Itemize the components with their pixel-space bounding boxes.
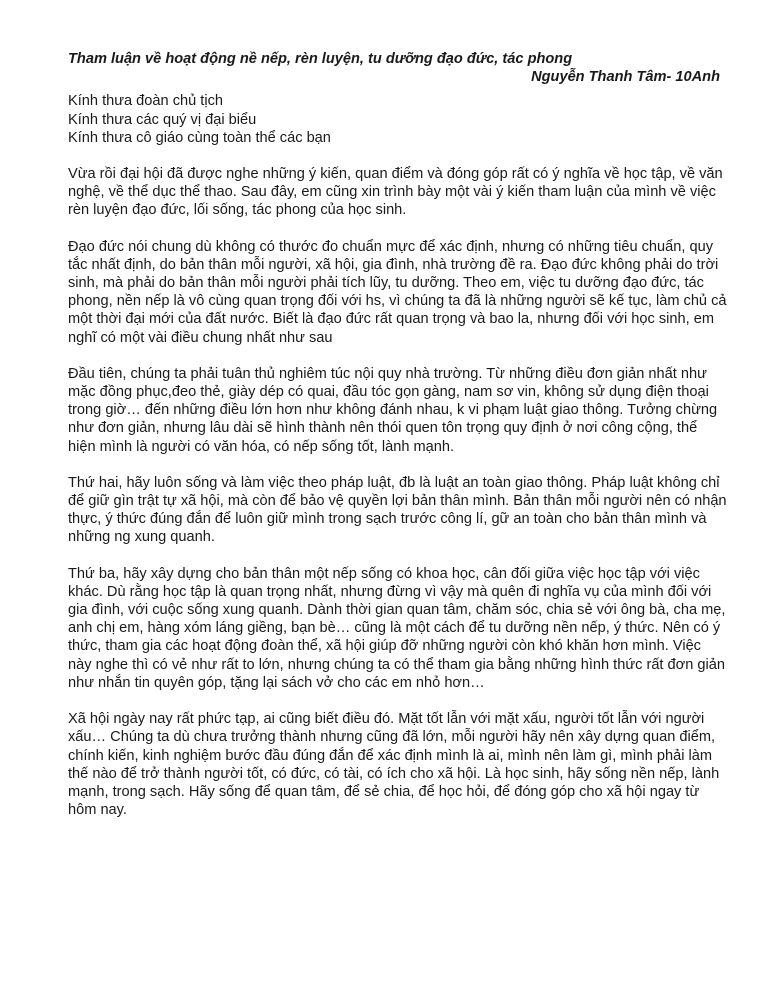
document-body [68,165,728,819]
greeting-line: Kính thưa các quý vị đại biểu [68,111,257,128]
greeting-line: Kính thưa cô giáo cùng toàn thể các bạn [68,129,331,146]
greeting-line: Kính thưa đoàn chủ tịch [68,93,224,110]
paragraph: Đạo đức nói chung dù không có thước đo chuẩn mực để xác định, nhưng có những tiêu chuẩn, quy tắc nhất định, do bản thân mỗi người, xã hội, gia đình, nhà trường đề ra. Đạo đức không phải do trời sinh, mà phải do bản thân mỗi người phải tích lũy, tu dưỡng. Theo em, việc tu dưỡng đạo đức, tác phong, nền nếp là vô cùng quan trọng đối với hs, vì chúng ta đã là những người sẽ kế tục, làm chủ cả một thời đại mới của đất nước. Biết là đạo đức rất quan trọng và bao la, nhưng đối với học sinh, em nghĩ có một vài điều chung nhất như sau [68,238,727,346]
document-author: Nguyễn Thanh Tâm- 10Anh [531,69,720,86]
paragraph: Thứ hai, hãy luôn sống và làm việc theo pháp luật, đb là luật an toàn giao thông. Pháp luật không chỉ để giữ gìn trật tự xã hội, mà còn để bảo vệ quyền lợi bản thân mình. Bản thân mỗi người nên có nhận thực, ý thức đúng đắn để luôn giữ mình trong sạch trước công lí, gữ an toàn cho bản thân mình và những ng xung quanh. [68,474,727,546]
paragraph: Xã hội ngày nay rất phức tạp, ai cũng biết điều đó. Mặt tốt lẫn với mặt xấu, người tốt lẫn với người xấu… Chúng ta dù chưa trưởng thành nhưng cũng đã lớn, mỗi người hãy nên xây dựng quan điểm, chính kiến, kinh nghiệm bước đầu đúng đắn để xác định mình là ai, mình nên làm gì, mình phải làm thế nào để trở thành người tốt, có đức, có tài, có ích cho xã hội. Là học sinh, hãy sống nền nếp, lành mạnh, trong sạch. Hãy sống để quan tâm, để sẻ chia, để học hỏi, để đóng góp cho xã hội ngay từ hôm nay. [68,711,720,819]
paragraph: Vừa rồi đại hội đã được nghe những ý kiến, quan điểm và đóng góp rất có ý nghĩa về học tập, về văn nghệ, về thể dục thể thao. Sau đây, em cũng xin trình bày một vài ý kiến tham luận của mình về việc rèn luyện đạo đức, lối sống, tác phong của học sinh. [68,166,723,219]
paragraph: Thứ ba, hãy xây dựng cho bản thân một nếp sống có khoa học, cân đối giữa việc học tập với việc khác. Dù rằng học tập là quan trọng nhất, nhưng đừng vì vậy mà quên đi nghĩa vụ của mình đối với gia đình, với cuộc sống xung quanh. Dành thời gian quan tâm, chăm sóc, chia sẻ với ông bà, cha mẹ, anh chị em, hàng xóm láng giềng, bạn bè… cũng là một cách để tu dưỡng nền nếp, ý thức. Nên có ý thức, tham gia các hoạt động đoàn thể, xã hội giúp đỡ những người còn khó khăn hơn mình. Việc này nghe thì có vẻ như rất to lớn, nhưng chúng ta có thể tham gia bằng những hình thức rất đơn giản như nhắn tin quyên góp, tặng lại sách vở cho các em nhỏ hơn… [68,565,726,691]
paragraph: Đầu tiên, chúng ta phải tuân thủ nghiêm túc nội quy nhà trường. Từ những điều đơn giản nhất như mặc đồng phục,đeo thẻ, giày dép có quai, đầu tóc gọn gàng, nam sơ vin, không sử dụng điện thoại trong giờ… đến những điều lớn hơn như không đánh nhau, k vi phạm luật giao thông. Tưởng chừng như đơn giản, nhưng lâu dài sẽ hình thành nên thói quen tôn trọng quy định ở nơi công cộng, thể hiện mình là người có văn hóa, có nếp sống tốt, lành mạnh. [68,365,718,455]
greetings-block [68,92,728,147]
document-title: Tham luận về hoạt động nề nếp, rèn luyện, tu dưỡng đạo đức, tác phong [68,51,573,67]
document-page [68,50,728,837]
